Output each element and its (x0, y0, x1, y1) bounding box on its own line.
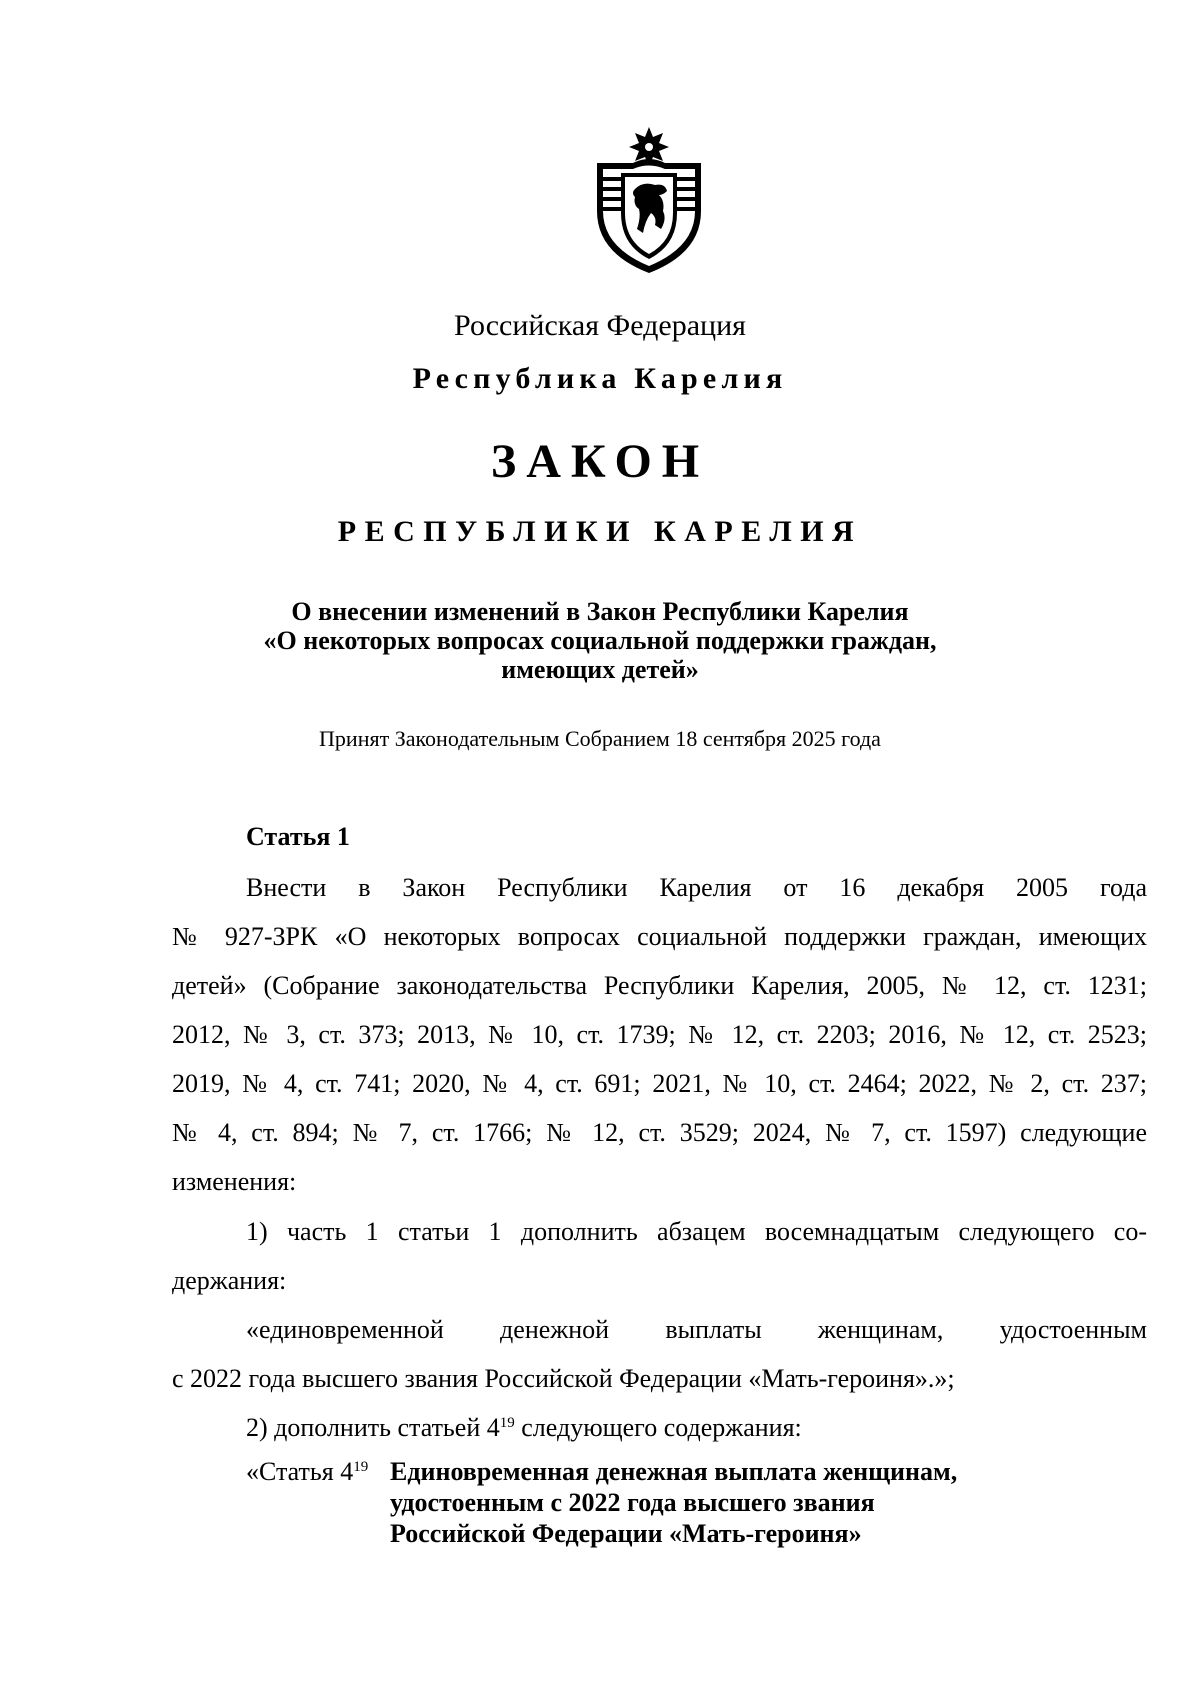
article-1-heading: Статья 1 (246, 822, 350, 851)
country-name: Российская Федерация (454, 309, 746, 342)
new-article-title (390, 1456, 957, 1549)
document-type-heading: ЗАКОН (490, 435, 710, 488)
paragraph-line: Внести в Закон Республики Карелия от 16 декабря 2005 года (246, 873, 1147, 902)
law-title-line: имеющих детей» (501, 655, 699, 684)
paragraph-line: с 2022 года высшего звания Российской Федерации «Мать-героиня».»; (172, 1364, 955, 1393)
amendment-item-2 (172, 1403, 1147, 1452)
amendment-quote-1 (172, 1305, 1147, 1403)
paragraph-line: держания: (172, 1266, 287, 1295)
paragraph-line: детей» (Собрание законодательства Республики Карелия, 2005, № 12, ст. 1231; (172, 971, 1147, 1000)
item-2-text-tail: следующего содержания: (514, 1413, 802, 1442)
paragraph-line: 2019, № 4, ст. 741; 2020, № 4, ст. 691; 2021, № 10, ст. 2464; 2022, № 2, ст. 237; (172, 1069, 1147, 1098)
new-article-title-line: Российской Федерации «Мать-героиня» (390, 1519, 862, 1548)
document-issuer-heading: РЕСПУБЛИКИ КАРЕЛИЯ (337, 515, 863, 548)
amendment-item-1 (172, 1207, 1147, 1305)
adoption-note: Принят Законодательным Собранием 18 сентября 2025 года (319, 726, 881, 751)
paragraph-line: «единовременной денежной выплаты женщинам, удостоенным (246, 1315, 1147, 1344)
republic-name: Республика Карелия (412, 362, 788, 395)
paragraph-line: 1) часть 1 статьи 1 дополнить абзацем восемнадцатым следующего со- (246, 1217, 1147, 1246)
paragraph-line (172, 1403, 1147, 1452)
article-1-intro-paragraph (172, 863, 1147, 1206)
law-title (0, 597, 1200, 684)
paragraph-line: 2012, № 3, ст. 373; 2013, № 10, ст. 1739; № 12, ст. 2203; 2016, № 12, ст. 2523; (172, 1020, 1147, 1049)
item-2-text: 2) дополнить статьей 4 (246, 1413, 500, 1442)
new-article-title-line: Единовременная денежная выплата женщинам, (390, 1457, 958, 1486)
paragraph-line: № 4, ст. 894; № 7, ст. 1766; № 12, ст. 3529; 2024, № 7, ст. 1597) следующие (172, 1118, 1147, 1147)
new-article-superscript: 19 (353, 1459, 369, 1475)
new-article-label (246, 1456, 368, 1487)
law-title-line: О внесении изменений в Закон Республики Карелия (291, 597, 909, 626)
new-article-label-text: «Статья 4 (246, 1457, 354, 1486)
karelia-coat-of-arms-icon (593, 125, 705, 275)
article-number-superscript: 19 (499, 1415, 515, 1431)
paragraph-line: № 927-ЗРК «О некоторых вопросах социальной поддержки граждан, имеющих (172, 922, 1147, 951)
new-article-title-line: удостоенным с 2022 года высшего звания (390, 1488, 875, 1517)
law-title-line: «О некоторых вопросах социальной поддержки граждан, (263, 626, 937, 655)
paragraph-line: изменения: (172, 1167, 297, 1196)
